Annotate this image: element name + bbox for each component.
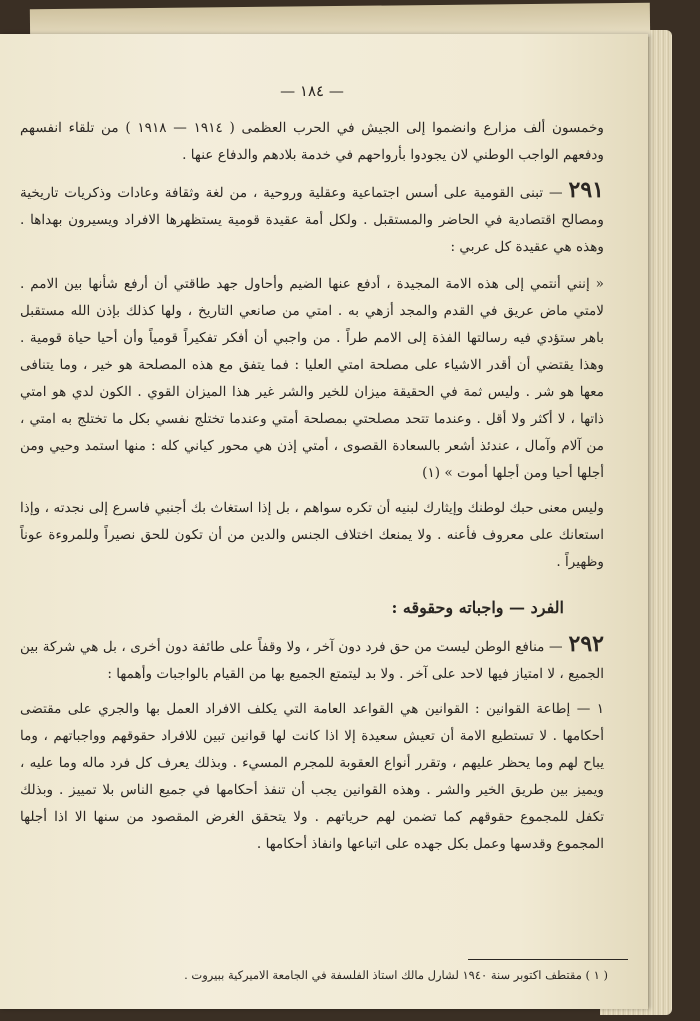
- section-heading: الفرد — واجباته وحقوقه :: [391, 598, 564, 617]
- footnote: ( ١ ) مقتطف اكتوبر سنة ١٩٤٠ لشارل مالك استاذ الفلسفة في الجامعة الاميركية ببيروت .: [184, 968, 608, 982]
- paragraph-obey-laws: ١ — إطاعة القوانين : القوانين هي القواعد العامة التي يكلف الافراد العمل بها والجري على مقتضى أحكامها . لا تستطيع الامة أن تعيش سعيدة إلا اذا كانت لها قوانين تبين للافراد حقوقهم وواجباتهم ، وما يباح لهم وما يحظر عليهم ، وتقرر أنواع العقوبة للمجرم المسيء . وبذلك يعرف كل فرد ماله وما عليه ، ويميز بين طريق الخير والشر . وهذه القوانين يجب أن تنفذ أحكامها في جميع الناس بلا تمييز . وبذلك تكفل للمجموع حقوقهم كما تضمن لهم حرياتهم . ولا يتحقق الغرض المقصود من سنها الا اذا أجلها المجموع وقدسها وعمل بكل جهده على اتباعها وانفاذ أحكامها .: [20, 701, 604, 852]
- paragraph-292-text: — منافع الوطن ليست من حق فرد دون آخر ، ولا وقفاً على طائفة دون أخرى ، بل هي شركة بين الجميع ، لا امتياز فيها لاحد على آخر . ولا بد ليتمتع الجميع بها من القيام بالواجبات وأهمها :: [20, 639, 604, 682]
- section-number-291: ٢٩١: [568, 177, 604, 203]
- page-content: [20, 78, 604, 866]
- footnote-separator: [468, 959, 628, 960]
- paragraph-1: وخمسون ألف مزارع وانضموا إلى الجيش في الحرب العظمى ( ١٩١٤ — ١٩١٨ ) من تلقاء انفسهم ودفعهم الواجب الوطني لان يجودوا بأرواحهم في خدمة بلادهم والدفاع عنها .: [20, 120, 604, 163]
- page-number: — ١٨٤ —: [280, 82, 344, 100]
- paragraph-3: وليس معنى حبك لوطنك وإيثارك لبنيه أن تكره سواهم ، بل إذا استغاث بك أجنبي فاسرع إلى نجدته ، وإذا استعانك على معروف فأعنه . ولا يمنعك اختلاف الجنس والدين من أن تكون للحق نصيراً وللمروءة عوناً وظهيراً .: [20, 500, 604, 570]
- book-page: [0, 34, 648, 1009]
- section-number-292: ٢٩٢: [568, 631, 604, 657]
- paragraph-291-text: — تبنى القومية على أسس اجتماعية وعقلية وروحية ، من لغة وثقافة وعادات وذكريات تاريخية ومصالح اقتصادية في الحاضر والمستقبل . ولكل أمة عقيدة قومية يستظهرها الافراد ويسيرون بهداها . وهذه هي عقيدة كل عربي :: [20, 185, 604, 255]
- paragraph-292: [20, 631, 604, 688]
- paragraph-291: [20, 177, 604, 261]
- quoted-creed: « إنني أنتمي إلى هذه الامة المجيدة ، أدفع عنها الضيم وأحاول جهد طاقتي أن أرفع شأنها بين الامم . لامتي ماض عريق في القدم والمجد أزهي به . امتي من صانعي التاريخ ، ولها كذلك بإذن الله مستقبل باهر ستؤدي فيه رسالتها الفذة إلى الامم طراً . من واجبي أن أفكر تفكيراً قومياً وأن أحيا حياة قومية . وهذا يقتضي أن أقدر الاشياء على مصلحة امتي العليا : فما يتفق مع هذه المصلحة هو خير ، وما يتنافى معها هو شر . وليس ثمة في الحقيقة ميزان للخير والشر غير هذا الميزان القوي . الكون لدي هو امتي ذاتها ، لا أكثر ولا أقل . وعندما تتحد مصلحتي بمصلحة أمتي وعندما تختلج نفسي بكل ما تختلج به امتي ، من آلام وآمال ، عندئذ أشعر بالسعادة القصوى ، أمتي إذن هي محور كياني كله : منها استمد وحيي ومن أجلها أحيا ومن أجلها أموت » (١): [20, 276, 604, 481]
